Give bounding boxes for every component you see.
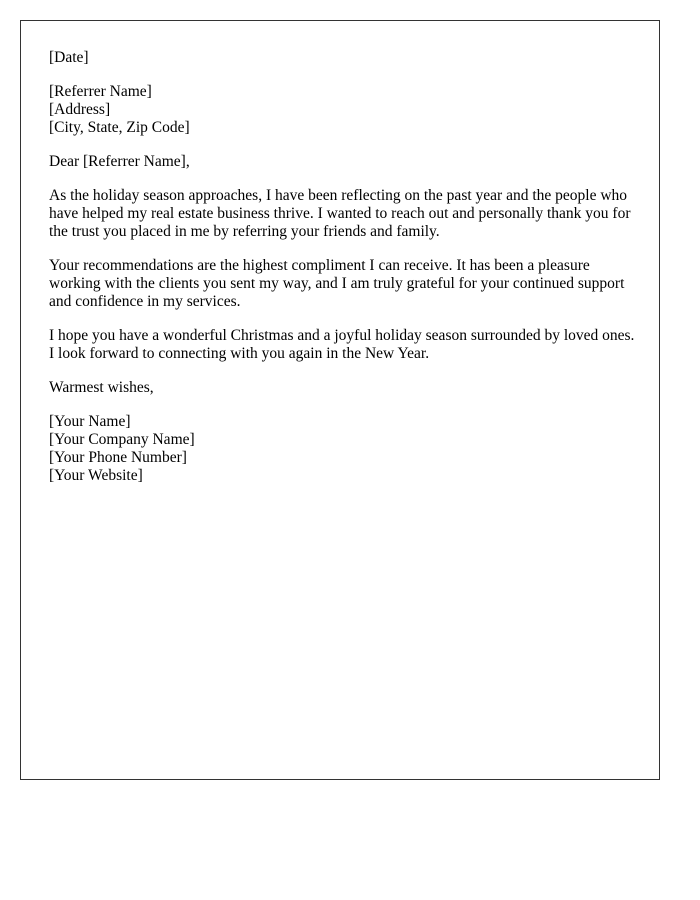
recipient-name: [Referrer Name] [49, 83, 152, 100]
signature-company: [Your Company Name] [49, 431, 195, 448]
letter-page [20, 20, 660, 780]
closing: Warmest wishes, [49, 379, 154, 396]
recipient-address-block [49, 83, 639, 137]
letter-date: [Date] [49, 49, 89, 66]
signature-website: [Your Website] [49, 467, 143, 484]
recipient-address: [Address] [49, 101, 111, 118]
closing-block [49, 379, 639, 397]
body-paragraph-2: Your recommendations are the highest compliment I can receive. It has been a pleasure working with the clients you sent my way, and I am truly grateful for your continued support and confidence in my services. [49, 257, 625, 310]
salutation: Dear [Referrer Name], [49, 153, 190, 170]
salutation-block [49, 153, 639, 171]
recipient-city-state-zip: [City, State, Zip Code] [49, 119, 190, 136]
signature-block [49, 413, 639, 485]
signature-name: [Your Name] [49, 413, 131, 430]
signature-phone: [Your Phone Number] [49, 449, 187, 466]
body-paragraph-1: As the holiday season approaches, I have been reflecting on the past year and the people who have helped my real estate business thrive. I wanted to reach out and personally thank you for the trust you placed in me by referring your friends and family. [49, 187, 631, 240]
body-paragraph-3: I hope you have a wonderful Christmas and a joyful holiday season surrounded by loved ones. I look forward to connecting with you again in the New Year. [49, 327, 635, 362]
date-line [49, 49, 639, 67]
letter-body [49, 49, 639, 501]
